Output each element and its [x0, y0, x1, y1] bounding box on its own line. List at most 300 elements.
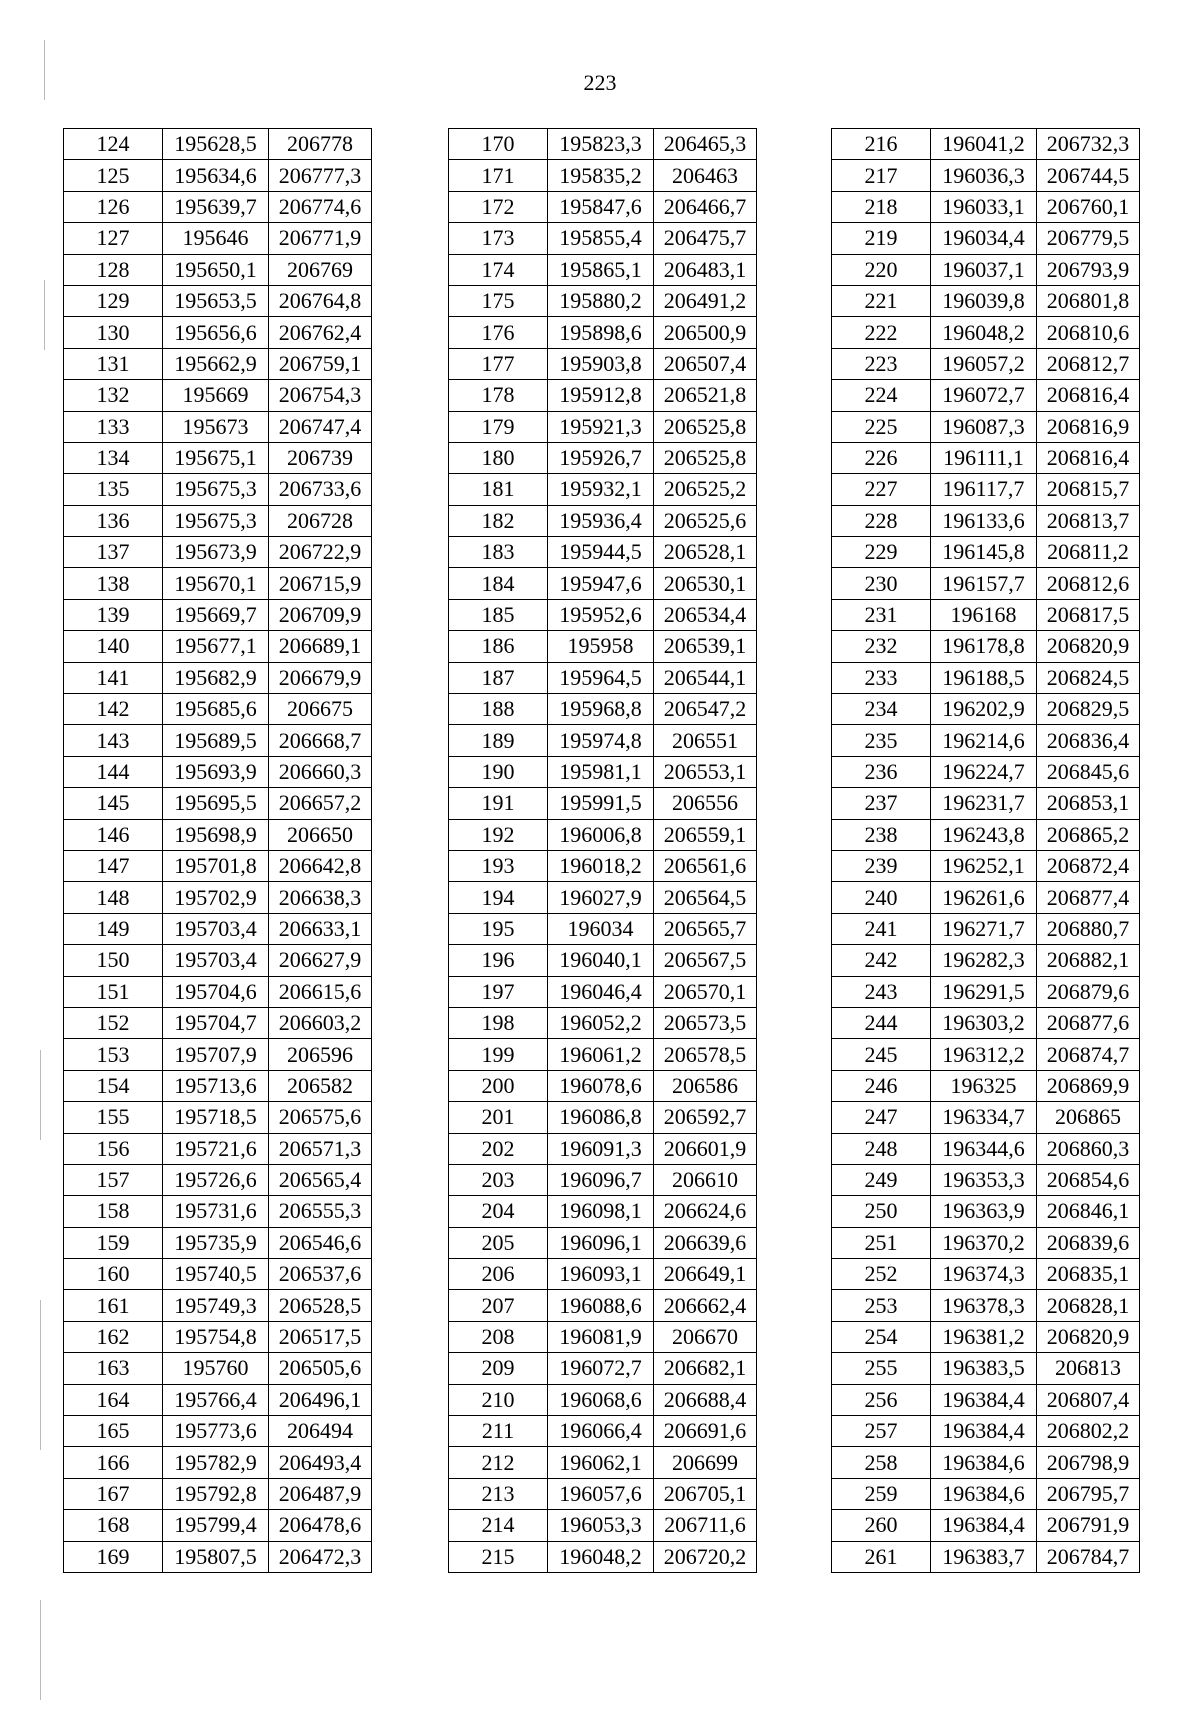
y-coordinate-cell: 206559,1	[654, 819, 757, 850]
table-row	[64, 913, 372, 944]
y-coordinate-cell: 206747,4	[269, 411, 372, 442]
y-coordinate-cell: 206478,6	[269, 1510, 372, 1541]
y-coordinate-cell: 206882,1	[1037, 945, 1140, 976]
point-number-cell: 204	[449, 1196, 548, 1227]
point-number-cell: 217	[832, 160, 931, 191]
x-coordinate-cell: 195656,6	[163, 317, 269, 348]
table-row	[832, 1164, 1140, 1195]
y-coordinate-cell: 206662,4	[654, 1290, 757, 1321]
y-coordinate-cell: 206537,6	[269, 1259, 372, 1290]
y-coordinate-cell: 206505,6	[269, 1353, 372, 1384]
point-number-cell: 178	[449, 380, 548, 411]
y-coordinate-cell: 206500,9	[654, 317, 757, 348]
table-row	[449, 474, 757, 505]
point-number-cell: 180	[449, 442, 548, 473]
point-number-cell: 222	[832, 317, 931, 348]
y-coordinate-cell: 206688,4	[654, 1384, 757, 1415]
table-row	[832, 1290, 1140, 1321]
x-coordinate-cell: 195693,9	[163, 756, 269, 787]
point-number-cell: 131	[64, 348, 163, 379]
x-coordinate-cell: 195701,8	[163, 850, 269, 881]
y-coordinate-cell: 206865,2	[1037, 819, 1140, 850]
point-number-cell: 260	[832, 1510, 931, 1541]
y-coordinate-cell: 206769	[269, 254, 372, 285]
table-row	[64, 191, 372, 222]
point-number-cell: 259	[832, 1478, 931, 1509]
table-row	[832, 1259, 1140, 1290]
table-row	[449, 788, 757, 819]
x-coordinate-cell: 195685,6	[163, 694, 269, 725]
point-number-cell: 157	[64, 1164, 163, 1195]
x-coordinate-cell: 196383,7	[931, 1541, 1037, 1572]
point-number-cell: 253	[832, 1290, 931, 1321]
table-row	[832, 631, 1140, 662]
point-number-cell: 187	[449, 662, 548, 693]
table-row	[64, 1007, 372, 1038]
y-coordinate-cell: 206586	[654, 1070, 757, 1101]
table-row	[64, 474, 372, 505]
table-row	[449, 1133, 757, 1164]
table-row	[449, 1541, 757, 1572]
y-coordinate-cell: 206828,1	[1037, 1290, 1140, 1321]
x-coordinate-cell: 195639,7	[163, 191, 269, 222]
point-number-cell: 163	[64, 1353, 163, 1384]
x-coordinate-cell: 196048,2	[931, 317, 1037, 348]
point-number-cell: 162	[64, 1321, 163, 1352]
x-coordinate-cell: 195847,6	[548, 191, 654, 222]
y-coordinate-cell: 206610	[654, 1164, 757, 1195]
point-number-cell: 243	[832, 976, 931, 1007]
y-coordinate-cell: 206845,6	[1037, 756, 1140, 787]
point-number-cell: 211	[449, 1416, 548, 1447]
x-coordinate-cell: 196353,3	[931, 1164, 1037, 1195]
point-number-cell: 199	[449, 1039, 548, 1070]
point-number-cell: 213	[449, 1478, 548, 1509]
y-coordinate-cell: 206494	[269, 1416, 372, 1447]
table-row	[64, 1353, 372, 1384]
y-coordinate-cell: 206534,4	[654, 599, 757, 630]
x-coordinate-cell: 196033,1	[931, 191, 1037, 222]
point-number-cell: 181	[449, 474, 548, 505]
x-coordinate-cell: 195675,3	[163, 505, 269, 536]
x-coordinate-cell: 195936,4	[548, 505, 654, 536]
y-coordinate-cell: 206547,2	[654, 694, 757, 725]
point-number-cell: 124	[64, 129, 163, 160]
x-coordinate-cell: 196231,7	[931, 788, 1037, 819]
x-coordinate-cell: 195704,7	[163, 1007, 269, 1038]
table-row	[832, 1039, 1140, 1070]
point-number-cell: 207	[449, 1290, 548, 1321]
y-coordinate-cell: 206573,5	[654, 1007, 757, 1038]
x-coordinate-cell: 196087,3	[931, 411, 1037, 442]
y-coordinate-cell: 206525,8	[654, 411, 757, 442]
point-number-cell: 234	[832, 694, 931, 725]
point-number-cell: 134	[64, 442, 163, 473]
table-row	[832, 756, 1140, 787]
table-row	[64, 756, 372, 787]
point-number-cell: 223	[832, 348, 931, 379]
x-coordinate-cell: 195981,1	[548, 756, 654, 787]
coordinates-table-1	[63, 128, 372, 1573]
point-number-cell: 236	[832, 756, 931, 787]
x-coordinate-cell: 196381,2	[931, 1321, 1037, 1352]
y-coordinate-cell: 206561,6	[654, 850, 757, 881]
table-row	[832, 1007, 1140, 1038]
x-coordinate-cell: 195669	[163, 380, 269, 411]
x-coordinate-cell: 196062,1	[548, 1447, 654, 1478]
point-number-cell: 146	[64, 819, 163, 850]
y-coordinate-cell: 206824,5	[1037, 662, 1140, 693]
table-row	[64, 411, 372, 442]
table-row	[449, 945, 757, 976]
table-row	[449, 1164, 757, 1195]
point-number-cell: 210	[449, 1384, 548, 1415]
point-number-cell: 205	[449, 1227, 548, 1258]
point-number-cell: 175	[449, 285, 548, 316]
point-number-cell: 238	[832, 819, 931, 850]
table-row	[832, 1133, 1140, 1164]
point-number-cell: 192	[449, 819, 548, 850]
y-coordinate-cell: 206689,1	[269, 631, 372, 662]
table-row	[832, 1384, 1140, 1415]
point-number-cell: 254	[832, 1321, 931, 1352]
point-number-cell: 188	[449, 694, 548, 725]
point-number-cell: 151	[64, 976, 163, 1007]
table-row	[449, 1416, 757, 1447]
y-coordinate-cell: 206722,9	[269, 537, 372, 568]
x-coordinate-cell: 195675,1	[163, 442, 269, 473]
table-row	[832, 1227, 1140, 1258]
point-number-cell: 208	[449, 1321, 548, 1352]
point-number-cell: 183	[449, 537, 548, 568]
point-number-cell: 159	[64, 1227, 163, 1258]
x-coordinate-cell: 196034	[548, 913, 654, 944]
point-number-cell: 245	[832, 1039, 931, 1070]
x-coordinate-cell: 196384,6	[931, 1478, 1037, 1509]
point-number-cell: 235	[832, 725, 931, 756]
x-coordinate-cell: 195944,5	[548, 537, 654, 568]
table-row	[832, 945, 1140, 976]
table-row	[449, 223, 757, 254]
scan-edge-mark	[44, 280, 45, 350]
table-row	[64, 160, 372, 191]
x-coordinate-cell: 196027,9	[548, 882, 654, 913]
point-number-cell: 132	[64, 380, 163, 411]
y-coordinate-cell: 206839,6	[1037, 1227, 1140, 1258]
point-number-cell: 185	[449, 599, 548, 630]
point-number-cell: 147	[64, 850, 163, 881]
x-coordinate-cell: 195703,4	[163, 945, 269, 976]
y-coordinate-cell: 206754,3	[269, 380, 372, 411]
table-row	[832, 568, 1140, 599]
table-row	[64, 223, 372, 254]
point-number-cell: 191	[449, 788, 548, 819]
x-coordinate-cell: 195773,6	[163, 1416, 269, 1447]
table-row	[832, 882, 1140, 913]
table-row	[449, 1259, 757, 1290]
y-coordinate-cell: 206650	[269, 819, 372, 850]
x-coordinate-cell: 195653,5	[163, 285, 269, 316]
y-coordinate-cell: 206816,4	[1037, 380, 1140, 411]
x-coordinate-cell: 196018,2	[548, 850, 654, 881]
y-coordinate-cell: 206592,7	[654, 1102, 757, 1133]
table-row	[449, 1039, 757, 1070]
point-number-cell: 218	[832, 191, 931, 222]
table-row	[64, 725, 372, 756]
scan-edge-mark	[40, 1600, 41, 1700]
x-coordinate-cell: 196261,6	[931, 882, 1037, 913]
y-coordinate-cell: 206567,5	[654, 945, 757, 976]
x-coordinate-cell: 196243,8	[931, 819, 1037, 850]
table-row	[64, 882, 372, 913]
point-number-cell: 170	[449, 129, 548, 160]
table-row	[832, 254, 1140, 285]
x-coordinate-cell: 196093,1	[548, 1259, 654, 1290]
x-coordinate-cell: 196224,7	[931, 756, 1037, 787]
x-coordinate-cell: 195964,5	[548, 662, 654, 693]
scan-edge-mark	[40, 1300, 41, 1450]
point-number-cell: 193	[449, 850, 548, 881]
point-number-cell: 158	[64, 1196, 163, 1227]
table-row	[832, 1478, 1140, 1509]
table-row	[64, 442, 372, 473]
y-coordinate-cell: 206811,2	[1037, 537, 1140, 568]
x-coordinate-cell: 196325	[931, 1070, 1037, 1101]
point-number-cell: 155	[64, 1102, 163, 1133]
point-number-cell: 150	[64, 945, 163, 976]
x-coordinate-cell: 195921,3	[548, 411, 654, 442]
table-row	[64, 1447, 372, 1478]
table-row	[832, 1196, 1140, 1227]
y-coordinate-cell: 206877,4	[1037, 882, 1140, 913]
point-number-cell: 206	[449, 1259, 548, 1290]
table-row	[449, 1070, 757, 1101]
point-number-cell: 233	[832, 662, 931, 693]
x-coordinate-cell: 195926,7	[548, 442, 654, 473]
table-row	[64, 1290, 372, 1321]
x-coordinate-cell: 196037,1	[931, 254, 1037, 285]
y-coordinate-cell: 206815,7	[1037, 474, 1140, 505]
table-row	[449, 129, 757, 160]
x-coordinate-cell: 195807,5	[163, 1541, 269, 1572]
point-number-cell: 257	[832, 1416, 931, 1447]
point-number-cell: 190	[449, 756, 548, 787]
y-coordinate-cell: 206791,9	[1037, 1510, 1140, 1541]
x-coordinate-cell: 196081,9	[548, 1321, 654, 1352]
x-coordinate-cell: 195704,6	[163, 976, 269, 1007]
y-coordinate-cell: 206575,6	[269, 1102, 372, 1133]
y-coordinate-cell: 206795,7	[1037, 1478, 1140, 1509]
y-coordinate-cell: 206779,5	[1037, 223, 1140, 254]
y-coordinate-cell: 206771,9	[269, 223, 372, 254]
table-row	[832, 223, 1140, 254]
y-coordinate-cell: 206835,1	[1037, 1259, 1140, 1290]
x-coordinate-cell: 196312,2	[931, 1039, 1037, 1070]
y-coordinate-cell: 206774,6	[269, 191, 372, 222]
point-number-cell: 258	[832, 1447, 931, 1478]
x-coordinate-cell: 196133,6	[931, 505, 1037, 536]
y-coordinate-cell: 206810,6	[1037, 317, 1140, 348]
x-coordinate-cell: 195703,4	[163, 913, 269, 944]
table-row	[832, 1102, 1140, 1133]
table-row	[64, 976, 372, 1007]
x-coordinate-cell: 196214,6	[931, 725, 1037, 756]
y-coordinate-cell: 206525,8	[654, 442, 757, 473]
point-number-cell: 251	[832, 1227, 931, 1258]
y-coordinate-cell: 206711,6	[654, 1510, 757, 1541]
table-row	[64, 850, 372, 881]
table-row	[449, 662, 757, 693]
x-coordinate-cell: 195766,4	[163, 1384, 269, 1415]
y-coordinate-cell: 206528,5	[269, 1290, 372, 1321]
x-coordinate-cell: 196252,1	[931, 850, 1037, 881]
point-number-cell: 242	[832, 945, 931, 976]
y-coordinate-cell: 206483,1	[654, 254, 757, 285]
table-row	[64, 1196, 372, 1227]
point-number-cell: 179	[449, 411, 548, 442]
y-coordinate-cell: 206564,5	[654, 882, 757, 913]
x-coordinate-cell: 195731,6	[163, 1196, 269, 1227]
y-coordinate-cell: 206528,1	[654, 537, 757, 568]
y-coordinate-cell: 206872,4	[1037, 850, 1140, 881]
point-number-cell: 167	[64, 1478, 163, 1509]
y-coordinate-cell: 206627,9	[269, 945, 372, 976]
x-coordinate-cell: 196370,2	[931, 1227, 1037, 1258]
table-row	[449, 317, 757, 348]
x-coordinate-cell: 196086,8	[548, 1102, 654, 1133]
point-number-cell: 216	[832, 129, 931, 160]
table-row	[449, 285, 757, 316]
point-number-cell: 173	[449, 223, 548, 254]
y-coordinate-cell: 206670	[654, 1321, 757, 1352]
table-row	[64, 1416, 372, 1447]
x-coordinate-cell: 196061,2	[548, 1039, 654, 1070]
x-coordinate-cell: 196057,2	[931, 348, 1037, 379]
table-row	[449, 1290, 757, 1321]
y-coordinate-cell: 206582	[269, 1070, 372, 1101]
point-number-cell: 244	[832, 1007, 931, 1038]
point-number-cell: 141	[64, 662, 163, 693]
table-row	[64, 505, 372, 536]
y-coordinate-cell: 206877,6	[1037, 1007, 1140, 1038]
table-row	[449, 1353, 757, 1384]
x-coordinate-cell: 196048,2	[548, 1541, 654, 1572]
x-coordinate-cell: 195662,9	[163, 348, 269, 379]
y-coordinate-cell: 206633,1	[269, 913, 372, 944]
point-number-cell: 219	[832, 223, 931, 254]
y-coordinate-cell: 206555,3	[269, 1196, 372, 1227]
table-row	[449, 442, 757, 473]
point-number-cell: 196	[449, 945, 548, 976]
point-number-cell: 228	[832, 505, 931, 536]
y-coordinate-cell: 206715,9	[269, 568, 372, 599]
y-coordinate-cell: 206556	[654, 788, 757, 819]
x-coordinate-cell: 196188,5	[931, 662, 1037, 693]
table-row	[449, 191, 757, 222]
x-coordinate-cell: 196111,1	[931, 442, 1037, 473]
y-coordinate-cell: 206638,3	[269, 882, 372, 913]
y-coordinate-cell: 206466,7	[654, 191, 757, 222]
table-row	[449, 568, 757, 599]
y-coordinate-cell: 206691,6	[654, 1416, 757, 1447]
point-number-cell: 231	[832, 599, 931, 630]
y-coordinate-cell: 206807,4	[1037, 1384, 1140, 1415]
table-row	[832, 537, 1140, 568]
point-number-cell: 239	[832, 850, 931, 881]
table-row	[64, 285, 372, 316]
y-coordinate-cell: 206829,5	[1037, 694, 1140, 725]
point-number-cell: 133	[64, 411, 163, 442]
y-coordinate-cell: 206551	[654, 725, 757, 756]
x-coordinate-cell: 195991,5	[548, 788, 654, 819]
y-coordinate-cell: 206615,6	[269, 976, 372, 1007]
x-coordinate-cell: 196117,7	[931, 474, 1037, 505]
table-row	[449, 913, 757, 944]
x-coordinate-cell: 195835,2	[548, 160, 654, 191]
y-coordinate-cell: 206525,2	[654, 474, 757, 505]
y-coordinate-cell: 206762,4	[269, 317, 372, 348]
x-coordinate-cell: 195898,6	[548, 317, 654, 348]
y-coordinate-cell: 206553,1	[654, 756, 757, 787]
y-coordinate-cell: 206596	[269, 1039, 372, 1070]
point-number-cell: 194	[449, 882, 548, 913]
x-coordinate-cell: 195947,6	[548, 568, 654, 599]
y-coordinate-cell: 206639,6	[654, 1227, 757, 1258]
x-coordinate-cell: 196384,6	[931, 1447, 1037, 1478]
point-number-cell: 232	[832, 631, 931, 662]
point-number-cell: 166	[64, 1447, 163, 1478]
point-number-cell: 125	[64, 160, 163, 191]
y-coordinate-cell: 206709,9	[269, 599, 372, 630]
point-number-cell: 202	[449, 1133, 548, 1164]
point-number-cell: 229	[832, 537, 931, 568]
table-row	[832, 380, 1140, 411]
x-coordinate-cell: 195932,1	[548, 474, 654, 505]
y-coordinate-cell: 206472,3	[269, 1541, 372, 1572]
y-coordinate-cell: 206565,4	[269, 1164, 372, 1195]
x-coordinate-cell: 195698,9	[163, 819, 269, 850]
y-coordinate-cell: 206463	[654, 160, 757, 191]
table-row	[64, 1384, 372, 1415]
x-coordinate-cell: 195912,8	[548, 380, 654, 411]
point-number-cell: 161	[64, 1290, 163, 1321]
point-number-cell: 200	[449, 1070, 548, 1101]
y-coordinate-cell: 206465,3	[654, 129, 757, 160]
x-coordinate-cell: 195952,6	[548, 599, 654, 630]
table-row	[449, 380, 757, 411]
y-coordinate-cell: 206812,6	[1037, 568, 1140, 599]
y-coordinate-cell: 206798,9	[1037, 1447, 1140, 1478]
point-number-cell: 135	[64, 474, 163, 505]
y-coordinate-cell: 206530,1	[654, 568, 757, 599]
point-number-cell: 255	[832, 1353, 931, 1384]
table-row	[832, 1447, 1140, 1478]
y-coordinate-cell: 206760,1	[1037, 191, 1140, 222]
x-coordinate-cell: 195634,6	[163, 160, 269, 191]
table-row	[449, 1321, 757, 1352]
x-coordinate-cell: 195669,7	[163, 599, 269, 630]
point-number-cell: 221	[832, 285, 931, 316]
y-coordinate-cell: 206874,7	[1037, 1039, 1140, 1070]
x-coordinate-cell: 196384,4	[931, 1384, 1037, 1415]
point-number-cell: 214	[449, 1510, 548, 1541]
table-row	[832, 317, 1140, 348]
x-coordinate-cell: 195650,1	[163, 254, 269, 285]
point-number-cell: 209	[449, 1353, 548, 1384]
x-coordinate-cell: 195707,9	[163, 1039, 269, 1070]
y-coordinate-cell: 206802,2	[1037, 1416, 1140, 1447]
x-coordinate-cell: 196052,2	[548, 1007, 654, 1038]
